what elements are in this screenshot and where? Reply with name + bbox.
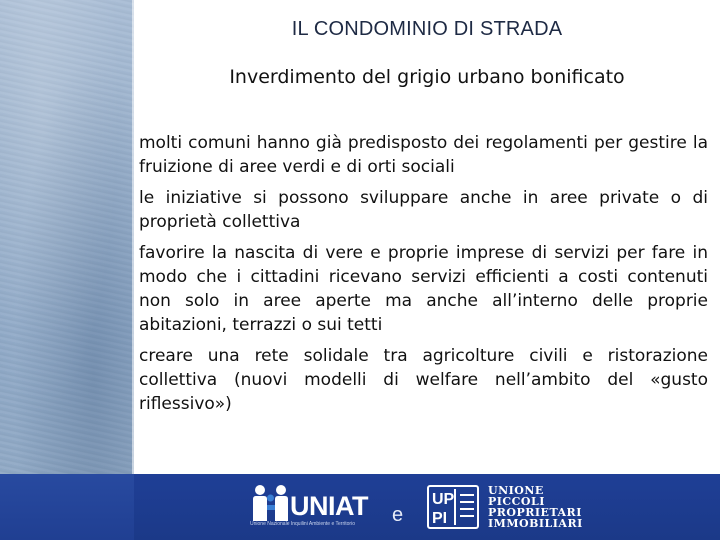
upp-logo xyxy=(427,484,597,530)
uniat-logo xyxy=(248,483,386,531)
uniat-wordmark: UNIAT xyxy=(290,491,368,521)
upp-name-line: IMMOBILIARI xyxy=(488,517,583,530)
upp-mark-top: UP xyxy=(432,491,455,508)
slide-subtitle: Inverdimento del grigio urbano bonificato xyxy=(229,66,625,88)
upp-name-line: UNIONE xyxy=(488,484,544,497)
slide-heading: IL CONDOMINIO DI STRADA xyxy=(291,18,563,40)
body-paragraph: molti comuni hanno già predisposto dei regolamenti per gestire la fruizione di aree verdi e di orti sociali xyxy=(139,133,708,177)
body-paragraph: creare una rete solidale tra agricolture civili e ristorazione collettiva (nuovi modelli di welfare nell’ambito del «gusto riflessivo») xyxy=(139,346,708,414)
upp-name xyxy=(488,485,583,529)
footer-left-block xyxy=(0,474,134,540)
decorative-side-panel xyxy=(0,0,134,474)
house-icon xyxy=(427,485,479,529)
uniat-tagline: Unione Nazionale Inquilini Ambiente e Territorio xyxy=(250,521,355,527)
body-paragraph: favorire la nascita di vere e proprie imprese di servizi per fare in modo che i cittadini ricevano servizi efficienti a costi contenuti non solo in aree aperte ma anche all’interno delle proprie abitazioni, terrazzi o sui tetti xyxy=(139,243,708,335)
family-icon xyxy=(250,483,292,523)
body-paragraph: le iniziative si possono sviluppare anche in aree private o di proprietà collettiva xyxy=(139,188,708,232)
footer-conjunction: e xyxy=(392,504,404,526)
upp-mark-bottom: PI xyxy=(432,510,448,527)
upp-name-line: PROPRIETARI xyxy=(488,506,582,519)
upp-name-line: PICCOLI xyxy=(488,495,545,508)
slide-body xyxy=(139,131,708,423)
